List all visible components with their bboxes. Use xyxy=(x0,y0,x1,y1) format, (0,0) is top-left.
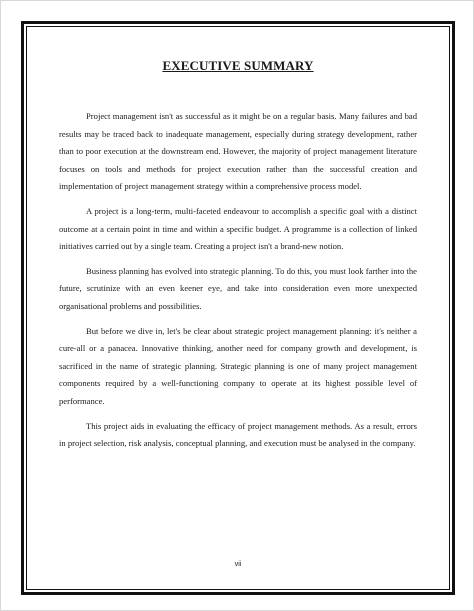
paragraph: A project is a long-term, multi-faceted endeavour to accomplish a specific goal with a distinct outcome at a certain point in time and within a specific budget. A programme is a collection of linked initiatives carried out by a single team. Creating a project isn't a brand-new notion. xyxy=(59,205,417,252)
paragraph: Business planning has evolved into strategic planning. To do this, you must look farther into the future, scrutinize with an even keener eye, and take into consideration even more unexpected organisational problems and possibilities. xyxy=(59,265,417,311)
paragraph: Project management isn't as successful as it might be on a regular basis. Many failures and bad results may be traced back to inadequate management, especially during strategy development, rather than to poor execution at the downstream end. However, the majority of project management literature focuses on tools and methods for project execution rather than the successful creation and implementation of project management strategy within a comprehensive process model. xyxy=(59,111,417,192)
paragraph: This project aids in evaluating the efficacy of project management methods. As a result, errors in project selection, risk analysis, conceptual planning, and execution must be analysed in the company. xyxy=(59,420,417,449)
paragraph: But before we dive in, let's be clear about strategic project management planning: it's neither a cure-all or a panacea. Innovative thinking, another need for company growth and development, is sacrificed in the name of strategic planning. Strategic planning is one of many project management components required by a well-functioning company to operate at its highest possible level of performance. xyxy=(59,325,417,406)
page-number: vii xyxy=(234,561,242,568)
summary-body xyxy=(59,108,417,460)
page-title: EXECUTIVE SUMMARY xyxy=(162,58,314,73)
